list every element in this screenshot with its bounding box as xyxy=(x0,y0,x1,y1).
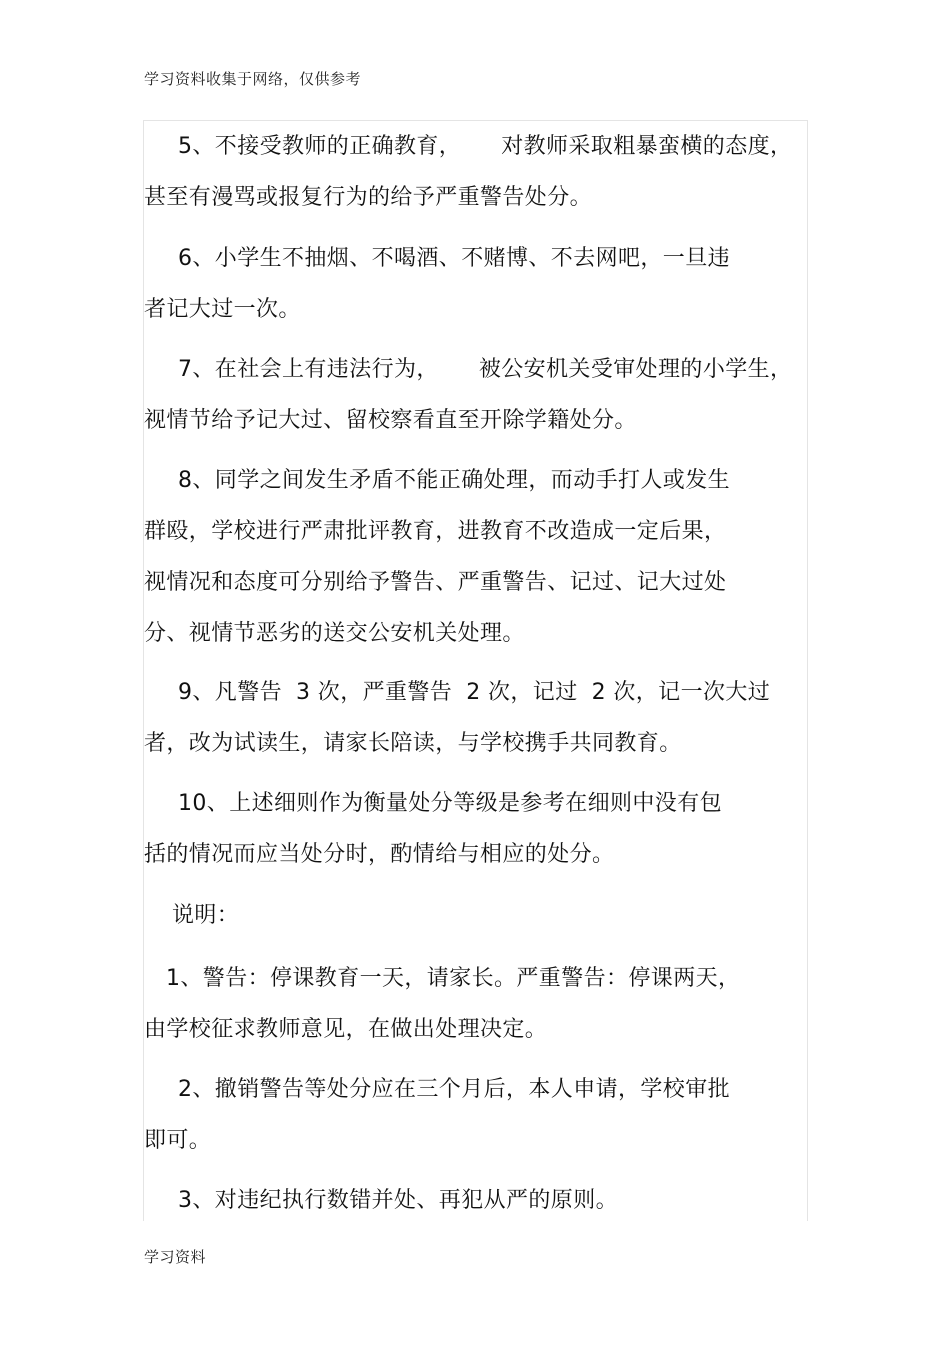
page-header: 学习资料收集于网络，仅供参考 xyxy=(144,70,362,88)
rule-item-5-line-2: 甚至有漫骂或报复行为的给予严重警告处分。 xyxy=(144,185,593,210)
note-1 xyxy=(144,953,807,1055)
rule-item-10-line-2: 括的情况而应当处分时，酌情给与相应的处分。 xyxy=(144,842,615,867)
note-1-line-2: 由学校征求教师意见，在做出处理决定。 xyxy=(144,1017,548,1042)
rule-item-8-line-2: 群殴，学校进行严肃批评教育，进教育不改造成一定后果， xyxy=(144,519,727,544)
page-footer: 学习资料 xyxy=(144,1248,207,1266)
note-3 xyxy=(144,1175,807,1226)
rule-item-8-line-3: 视情况和态度可分别给予警告、严重警告、记过、记大过处 xyxy=(144,570,727,595)
rule-item-7-line-1: 7、在社会上有违法行为， 被公安机关受审处理的小学生， xyxy=(178,357,793,382)
rule-item-6-line-1: 6、小学生不抽烟、不喝酒、不赌博、不去网吧，一旦违 xyxy=(178,246,730,271)
rule-item-7-line-2: 视情节给予记大过、留校察看直至开除学籍处分。 xyxy=(144,408,637,433)
rule-item-9-line-2: 者，改为试读生，请家长陪读，与学校携手共同教育。 xyxy=(144,731,682,756)
note-2 xyxy=(144,1064,807,1166)
rule-item-9-line-1: 9、凡警告 3 次，严重警告 2 次，记过 2 次，记一次大过 xyxy=(178,680,771,705)
notes-heading: 说明： xyxy=(172,903,240,928)
rule-item-5-line-1: 5、不接受教师的正确教育， 对教师采取粗暴蛮横的态度， xyxy=(178,134,793,159)
rule-item-8-line-4: 分、视情节恶劣的送交公安机关处理。 xyxy=(144,621,525,646)
note-3-line-1: 3、对违纪执行数错并处、再犯从严的原则。 xyxy=(178,1188,618,1213)
document-body xyxy=(143,120,808,1221)
rule-item-9 xyxy=(144,667,807,769)
rule-item-8-line-1: 8、同学之间发生矛盾不能正确处理，而动手打人或发生 xyxy=(178,468,730,493)
note-1-line-1: 1、警告：停课教育一天，请家长。严重警告：停课两天， xyxy=(166,966,741,991)
note-2-line-1: 2、撤销警告等处分应在三个月后，本人申请，学校审批 xyxy=(178,1077,730,1102)
rule-item-6-line-2: 者记大过一次。 xyxy=(144,297,301,322)
note-2-line-2: 即可。 xyxy=(144,1128,212,1153)
rule-item-10-line-1: 10、上述细则作为衡量处分等级是参考在细则中没有包 xyxy=(178,791,722,816)
rule-item-10 xyxy=(144,778,807,880)
rule-item-8 xyxy=(144,455,807,659)
rule-item-6 xyxy=(144,233,807,335)
rule-item-5 xyxy=(144,121,807,223)
rule-item-7 xyxy=(144,344,807,446)
